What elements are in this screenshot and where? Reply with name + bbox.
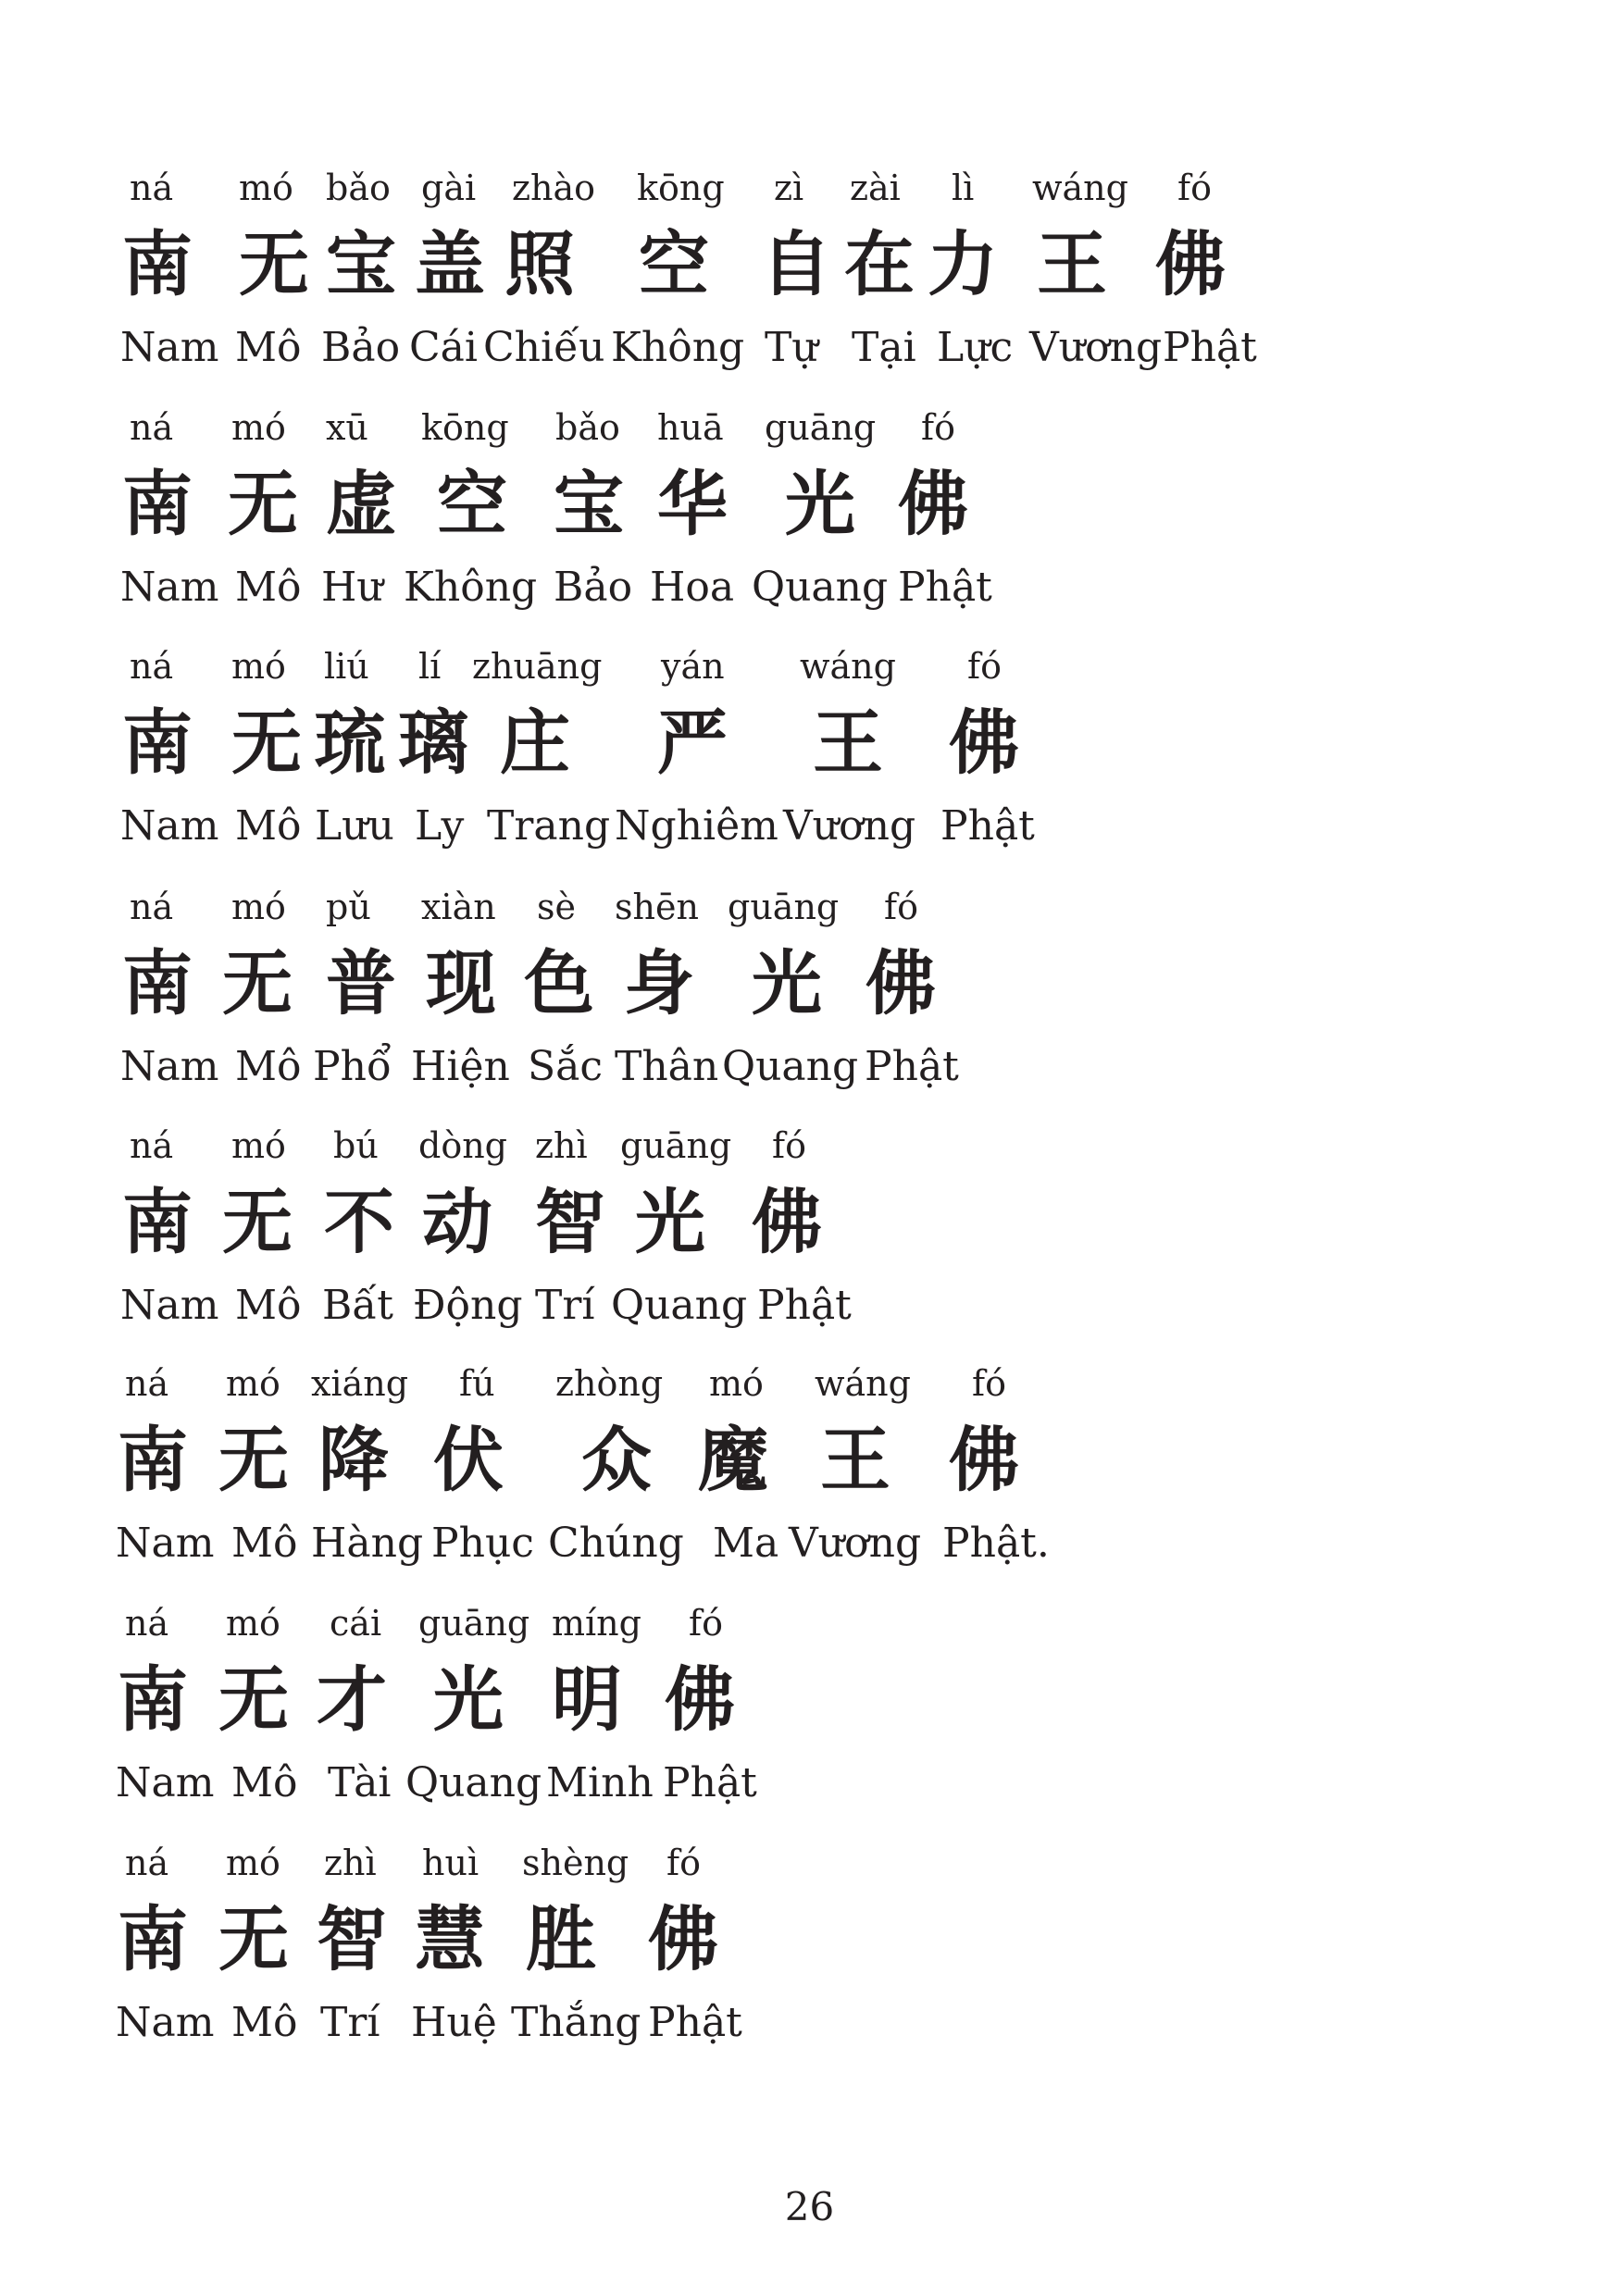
pinyin-syllable: xiáng [311, 1363, 409, 1404]
vietnamese-word: Mô [235, 802, 302, 850]
vietnamese-word: Nam [120, 564, 219, 611]
chinese-characters-line [0, 937, 1619, 1030]
vietnamese-word: Nam [116, 1520, 215, 1567]
vietnamese-word: Sắc [528, 1043, 604, 1090]
pinyin-syllable: sè [537, 887, 576, 927]
vietnamese-line [0, 560, 1619, 615]
pinyin-syllable: zhào [512, 168, 596, 208]
chinese-character: 宝 [554, 463, 624, 545]
chinese-character: 华 [657, 463, 728, 545]
chinese-character: 伏 [433, 1419, 504, 1501]
vietnamese-word: Quang [722, 1043, 859, 1090]
chinese-character: 无 [222, 1181, 293, 1263]
vietnamese-word: Phật [940, 802, 1035, 850]
vietnamese-word: Động [413, 1282, 523, 1329]
vietnamese-line [0, 1756, 1619, 1811]
chinese-character: 空 [639, 223, 709, 305]
vietnamese-word: Tự [765, 324, 818, 371]
pinyin-syllable: mó [226, 1843, 280, 1883]
vietnamese-line [0, 799, 1619, 854]
pinyin-syllable: fú [459, 1363, 495, 1404]
vietnamese-word: Phổ [313, 1043, 392, 1090]
pinyin-syllable: mó [231, 407, 286, 448]
chinese-character: 佛 [949, 701, 1019, 784]
pinyin-line [0, 643, 1619, 689]
vietnamese-word: Không [404, 564, 538, 611]
chinese-character: 无 [231, 701, 302, 784]
chinese-character: 璃 [398, 701, 468, 784]
chinese-character: 南 [122, 1181, 193, 1263]
vietnamese-word: Vương [783, 802, 916, 850]
buddha-name-entry [0, 1600, 1619, 1841]
pinyin-syllable: bǎo [555, 407, 620, 448]
pinyin-syllable: ná [130, 1125, 174, 1166]
chinese-character: 不 [324, 1181, 394, 1263]
pinyin-syllable: zhì [535, 1125, 588, 1166]
pinyin-syllable: kōng [637, 168, 725, 208]
pinyin-syllable: huì [422, 1843, 479, 1883]
pinyin-syllable: míng [552, 1603, 641, 1644]
vietnamese-word: Ly [415, 802, 465, 850]
vietnamese-word: Vương [789, 1520, 922, 1567]
pinyin-syllable: dòng [418, 1125, 508, 1166]
pinyin-syllable: guāng [765, 407, 877, 448]
pinyin-syllable: mó [709, 1363, 764, 1404]
vietnamese-word: Tại [852, 324, 916, 371]
chinese-character: 南 [118, 1658, 188, 1741]
chinese-character: 智 [317, 1898, 387, 1980]
buddha-name-entry [0, 1123, 1619, 1363]
vietnamese-word: Nam [116, 1999, 215, 2046]
chinese-character: 慧 [415, 1898, 485, 1980]
vietnamese-word: Minh [546, 1759, 654, 1806]
chinese-character: 宝 [326, 223, 396, 305]
pinyin-syllable: fó [689, 1603, 723, 1644]
pinyin-syllable: fó [884, 887, 918, 927]
pinyin-syllable: shèng [522, 1843, 629, 1883]
chinese-character: 无 [222, 942, 293, 1024]
vietnamese-word: Thân [615, 1043, 719, 1090]
chinese-character: 佛 [949, 1419, 1019, 1501]
chinese-character: 光 [433, 1658, 504, 1741]
pinyin-syllable: ná [125, 1603, 169, 1644]
chinese-characters-line [0, 1893, 1619, 1986]
vietnamese-word: Cái [409, 324, 478, 371]
vietnamese-word: Nam [120, 324, 219, 371]
pinyin-line [0, 165, 1619, 211]
pinyin-syllable: mó [239, 168, 293, 208]
chinese-character: 无 [228, 463, 298, 545]
vietnamese-word: Chúng [548, 1520, 684, 1567]
chinese-character: 魔 [698, 1419, 768, 1501]
chinese-characters-line [0, 218, 1619, 311]
pinyin-syllable: ná [125, 1843, 169, 1883]
vietnamese-word: Bảo [554, 564, 633, 611]
pinyin-syllable: guāng [418, 1603, 530, 1644]
chinese-character: 普 [326, 942, 396, 1024]
pinyin-syllable: zài [850, 168, 901, 208]
pinyin-line [0, 884, 1619, 930]
chinese-character: 无 [239, 223, 309, 305]
vietnamese-word: Phật [663, 1759, 757, 1806]
vietnamese-word: Nam [120, 802, 219, 850]
chinese-character: 佛 [665, 1658, 735, 1741]
chinese-character: 佛 [648, 1898, 718, 1980]
pinyin-syllable: xū [326, 407, 368, 448]
pinyin-syllable: xiàn [421, 887, 496, 927]
pinyin-syllable: fó [1177, 168, 1212, 208]
vietnamese-word: Hiện [411, 1043, 510, 1090]
chinese-character: 自 [761, 223, 831, 305]
pinyin-syllable: huā [657, 407, 724, 448]
buddha-name-entry [0, 884, 1619, 1124]
chinese-character: 照 [504, 223, 575, 305]
pinyin-line [0, 1123, 1619, 1169]
chinese-character: 降 [318, 1419, 389, 1501]
buddha-name-entry [0, 1360, 1619, 1601]
pinyin-syllable: mó [231, 646, 286, 687]
pinyin-syllable: bǎo [326, 168, 391, 208]
chinese-character: 佛 [1155, 223, 1226, 305]
vietnamese-word: Mô [235, 1043, 302, 1090]
vietnamese-line [0, 1516, 1619, 1571]
pinyin-syllable: fó [772, 1125, 806, 1166]
chinese-character: 众 [581, 1419, 652, 1501]
pinyin-syllable: zì [774, 168, 804, 208]
chinese-character: 动 [422, 1181, 492, 1263]
vietnamese-word: Hư [321, 564, 383, 611]
chinese-characters-line [0, 1176, 1619, 1269]
pinyin-syllable: bú [333, 1125, 379, 1166]
vietnamese-word: Phật [648, 1999, 742, 2046]
chinese-character: 在 [844, 223, 915, 305]
pinyin-syllable: fó [967, 646, 1002, 687]
vietnamese-word: Phật [898, 564, 992, 611]
pinyin-syllable: zhì [324, 1843, 377, 1883]
vietnamese-word: Mô [235, 564, 302, 611]
vietnamese-word: Không [611, 324, 745, 371]
vietnamese-word: Nam [116, 1759, 215, 1806]
chinese-character: 南 [122, 701, 193, 784]
pinyin-syllable: yán [661, 646, 725, 687]
vietnamese-word: Lưu [315, 802, 394, 850]
pinyin-syllable: wáng [800, 646, 896, 687]
chinese-character: 无 [218, 1658, 289, 1741]
pinyin-syllable: guāng [620, 1125, 732, 1166]
chinese-character: 光 [785, 463, 855, 545]
chinese-character: 色 [524, 942, 594, 1024]
chinese-character: 无 [218, 1898, 289, 1980]
chinese-character: 光 [752, 942, 822, 1024]
vietnamese-word: Bất [322, 1282, 393, 1329]
pinyin-syllable: ná [130, 168, 174, 208]
vietnamese-word: Ma [713, 1520, 779, 1567]
chinese-character: 王 [820, 1419, 890, 1501]
pinyin-syllable: kōng [421, 407, 509, 448]
pinyin-syllable: mó [231, 887, 286, 927]
vietnamese-word: Phật. [942, 1520, 1050, 1567]
vietnamese-word: Quang [752, 564, 889, 611]
chinese-character: 王 [813, 701, 883, 784]
vietnamese-line [0, 1995, 1619, 2051]
chinese-characters-line [0, 458, 1619, 551]
pinyin-syllable: mó [231, 1125, 286, 1166]
chinese-characters-line [0, 697, 1619, 789]
pinyin-syllable: guāng [728, 887, 840, 927]
pinyin-syllable: lí [418, 646, 442, 687]
chinese-character: 南 [122, 942, 193, 1024]
chinese-character: 光 [635, 1181, 705, 1263]
page-number: 26 [784, 2184, 835, 2229]
pinyin-syllable: ná [130, 407, 174, 448]
pinyin-syllable: mó [226, 1363, 280, 1404]
vietnamese-word: Thắng [511, 1999, 641, 2046]
vietnamese-word: Phật [757, 1282, 852, 1329]
vietnamese-word: Quang [405, 1759, 542, 1806]
pinyin-syllable: fó [972, 1363, 1006, 1404]
pinyin-syllable: liú [324, 646, 369, 687]
buddha-name-entry [0, 404, 1619, 645]
vietnamese-word: Nam [120, 1282, 219, 1329]
buddha-name-entry [0, 643, 1619, 884]
vietnamese-line [0, 1278, 1619, 1334]
chinese-characters-line [0, 1414, 1619, 1507]
pinyin-syllable: cái [330, 1603, 382, 1644]
vietnamese-word: Phật [1163, 324, 1257, 371]
vietnamese-word: Tài [328, 1759, 392, 1806]
pinyin-syllable: gài [421, 168, 477, 208]
vietnamese-word: Mô [231, 1759, 298, 1806]
vietnamese-word: Nam [120, 1043, 219, 1090]
vietnamese-word: Phật [865, 1043, 959, 1090]
buddha-name-entry [0, 165, 1619, 405]
pinyin-syllable: pǔ [326, 887, 371, 927]
vietnamese-word: Chiếu [483, 324, 605, 371]
chinese-character: 虚 [326, 463, 396, 545]
pinyin-syllable: zhuāng [472, 646, 603, 687]
pinyin-syllable: ná [125, 1363, 169, 1404]
vietnamese-word: Nghiêm [615, 802, 778, 850]
vietnamese-line [0, 320, 1619, 376]
pinyin-syllable: fó [921, 407, 955, 448]
chinese-character: 琉 [315, 701, 385, 784]
vietnamese-word: Quang [611, 1282, 748, 1329]
vietnamese-word: Mô [235, 324, 302, 371]
pinyin-line [0, 1840, 1619, 1886]
vietnamese-word: Phục [431, 1520, 534, 1567]
vietnamese-word: Mô [235, 1282, 302, 1329]
buddha-name-entry [0, 1840, 1619, 2080]
vietnamese-word: Hoa [650, 564, 735, 611]
pinyin-line [0, 1360, 1619, 1407]
vietnamese-word: Bảo [321, 324, 401, 371]
pinyin-syllable: shēn [615, 887, 699, 927]
vietnamese-word: Trí [320, 1999, 380, 2046]
chinese-character: 身 [624, 942, 694, 1024]
chinese-character: 南 [118, 1898, 188, 1980]
vietnamese-word: Lực [937, 324, 1014, 371]
chinese-character: 智 [535, 1181, 605, 1263]
vietnamese-word: Trí [535, 1282, 595, 1329]
chinese-character: 南 [118, 1419, 188, 1501]
vietnamese-word: Mô [231, 1520, 298, 1567]
vietnamese-word: Trang [487, 802, 611, 850]
chinese-character: 佛 [898, 463, 968, 545]
vietnamese-line [0, 1039, 1619, 1095]
vietnamese-word: Mô [231, 1999, 298, 2046]
chinese-character: 空 [437, 463, 507, 545]
chinese-character: 现 [426, 942, 496, 1024]
chinese-character: 力 [928, 223, 998, 305]
pinyin-line [0, 404, 1619, 451]
pinyin-syllable: ná [130, 646, 174, 687]
pinyin-syllable: zhòng [555, 1363, 664, 1404]
vietnamese-word: Huệ [411, 1999, 497, 2046]
pinyin-syllable: mó [226, 1603, 280, 1644]
vietnamese-word: Vương [1029, 324, 1163, 371]
vietnamese-word: Hàng [311, 1520, 424, 1567]
chinese-character: 才 [317, 1658, 387, 1741]
chinese-character: 南 [122, 463, 193, 545]
chinese-character: 南 [122, 223, 193, 305]
chinese-character: 佛 [752, 1181, 822, 1263]
chinese-character: 佛 [866, 942, 936, 1024]
chinese-character: 王 [1037, 223, 1107, 305]
chinese-character: 盖 [415, 223, 485, 305]
chinese-characters-line [0, 1654, 1619, 1746]
chinese-character: 庄 [500, 701, 570, 784]
pinyin-line [0, 1600, 1619, 1646]
pinyin-syllable: lì [952, 168, 975, 208]
chinese-character: 胜 [526, 1898, 596, 1980]
chinese-character: 明 [552, 1658, 622, 1741]
chinese-character: 严 [657, 701, 728, 784]
pinyin-syllable: wáng [1032, 168, 1128, 208]
pinyin-syllable: fó [666, 1843, 701, 1883]
pinyin-syllable: wáng [815, 1363, 911, 1404]
chinese-character: 无 [218, 1419, 289, 1501]
pinyin-syllable: ná [130, 887, 174, 927]
